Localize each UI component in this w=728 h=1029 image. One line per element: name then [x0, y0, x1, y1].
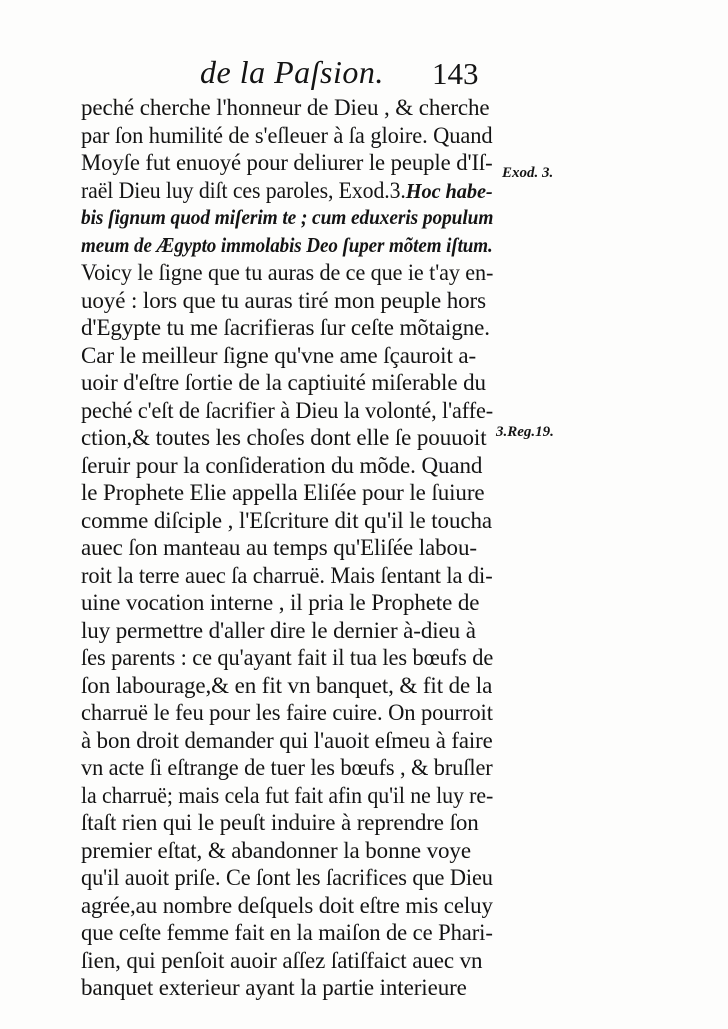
text-line: Moyſe fut enuoyé pour deliurer le peuple d'Iſ- [81, 150, 493, 175]
text-line: peché cherche l'honneur de Dieu , & cherche [81, 95, 490, 120]
running-title: de la Paſsion. [200, 54, 384, 90]
text-line: ſeruir pour la conſideration du mõde. Quand [81, 452, 483, 478]
latin-quote-line: meum de Ægypto immolabis Deo ſuper mõtem iſtum. [81, 232, 493, 257]
text-line: luy permettre d'aller dire le dernier à-dieu à [81, 617, 476, 643]
text-line: ſon labourage,& en fit vn banquet, & fit de la [81, 672, 493, 698]
text-line: charruë le feu pour les faire cuire. On pourroit [81, 700, 493, 725]
latin-quote: Hoc habe- [405, 178, 493, 203]
margin-note-exodus: Exod. 3. [502, 165, 554, 181]
page-number: 143 [432, 56, 479, 91]
text-line [81, 177, 493, 205]
text-line: premier eſtat, & abandonner la bonne voye [81, 837, 471, 863]
text-line: ſien, qui penſoit auoir aſſez ſatiſfaict auec vn [81, 947, 483, 973]
text-line: peché c'eſt de ſacrifier à Dieu la volonté, l'affe- [81, 397, 494, 423]
body-text [81, 94, 493, 1002]
margin-note-kings: 3.Reg.19. [496, 424, 554, 440]
text-line: qu'il auoit priſe. Ce ſont les ſacrifices que Dieu [81, 865, 493, 890]
text-line: que ceſte femme fait en la maiſon de ce Phari- [81, 920, 493, 945]
text-line: le Prophete Elie appella Eliſée pour le ſuiure [81, 480, 485, 505]
text-line: comme diſciple , l'Eſcriture dit qu'il le toucha [81, 507, 492, 533]
text-line: uoyé : lors que tu auras tiré mon peuple hors [81, 287, 486, 313]
text-line: auec ſon manteau au temps qu'Eliſée labou- [81, 535, 477, 560]
text-line: agrée,au nombre deſquels doit eſtre mis celuy [81, 892, 493, 918]
text-line: vn acte ſi eſtrange de tuer les bœufs , & bruſler [81, 755, 493, 780]
text-line: banquet exterieur ayant la partie interieure [81, 975, 467, 1000]
text-line: ction,& toutes les choſes dont elle ſe pouuoit [81, 425, 487, 450]
text-line: d'Egypte tu me ſacrifieras ſur ceſte mõtaigne. [81, 315, 490, 340]
text-line: la charruë; mais cela fut fait afin qu'il ne luy re- [81, 782, 494, 808]
text-line: par ſon humilité de s'eſleuer à ſa gloire. Quand [81, 122, 493, 148]
text-line: ſes parents : ce qu'ayant fait il tua les bœufs de [81, 645, 494, 670]
text-line: à bon droit demander qui l'auoit eſmeu à faire [81, 727, 493, 753]
text-line: ſtaſt rien qui le peuſt induire à reprendre ſon [81, 810, 479, 835]
text-line: Voicy le ſigne que tu auras de ce que ie t'ay en- [81, 260, 494, 285]
text-line-roman: raël Dieu luy diſt ces paroles, Exod.3. [81, 177, 406, 203]
latin-quote-line: bis ſignum quod miſerim te ; cum eduxeris populum [81, 205, 494, 229]
text-line: uoir d'eſtre ſortie de la captiuité miſerable du [81, 370, 486, 395]
text-line: uine vocation interne , il pria le Prophete de [81, 590, 480, 615]
text-line: roit la terre auec ſa charruë. Mais ſentant la di- [81, 562, 493, 588]
text-line: Car le meilleur ſigne qu'vne ame ſçauroit a- [81, 342, 477, 368]
